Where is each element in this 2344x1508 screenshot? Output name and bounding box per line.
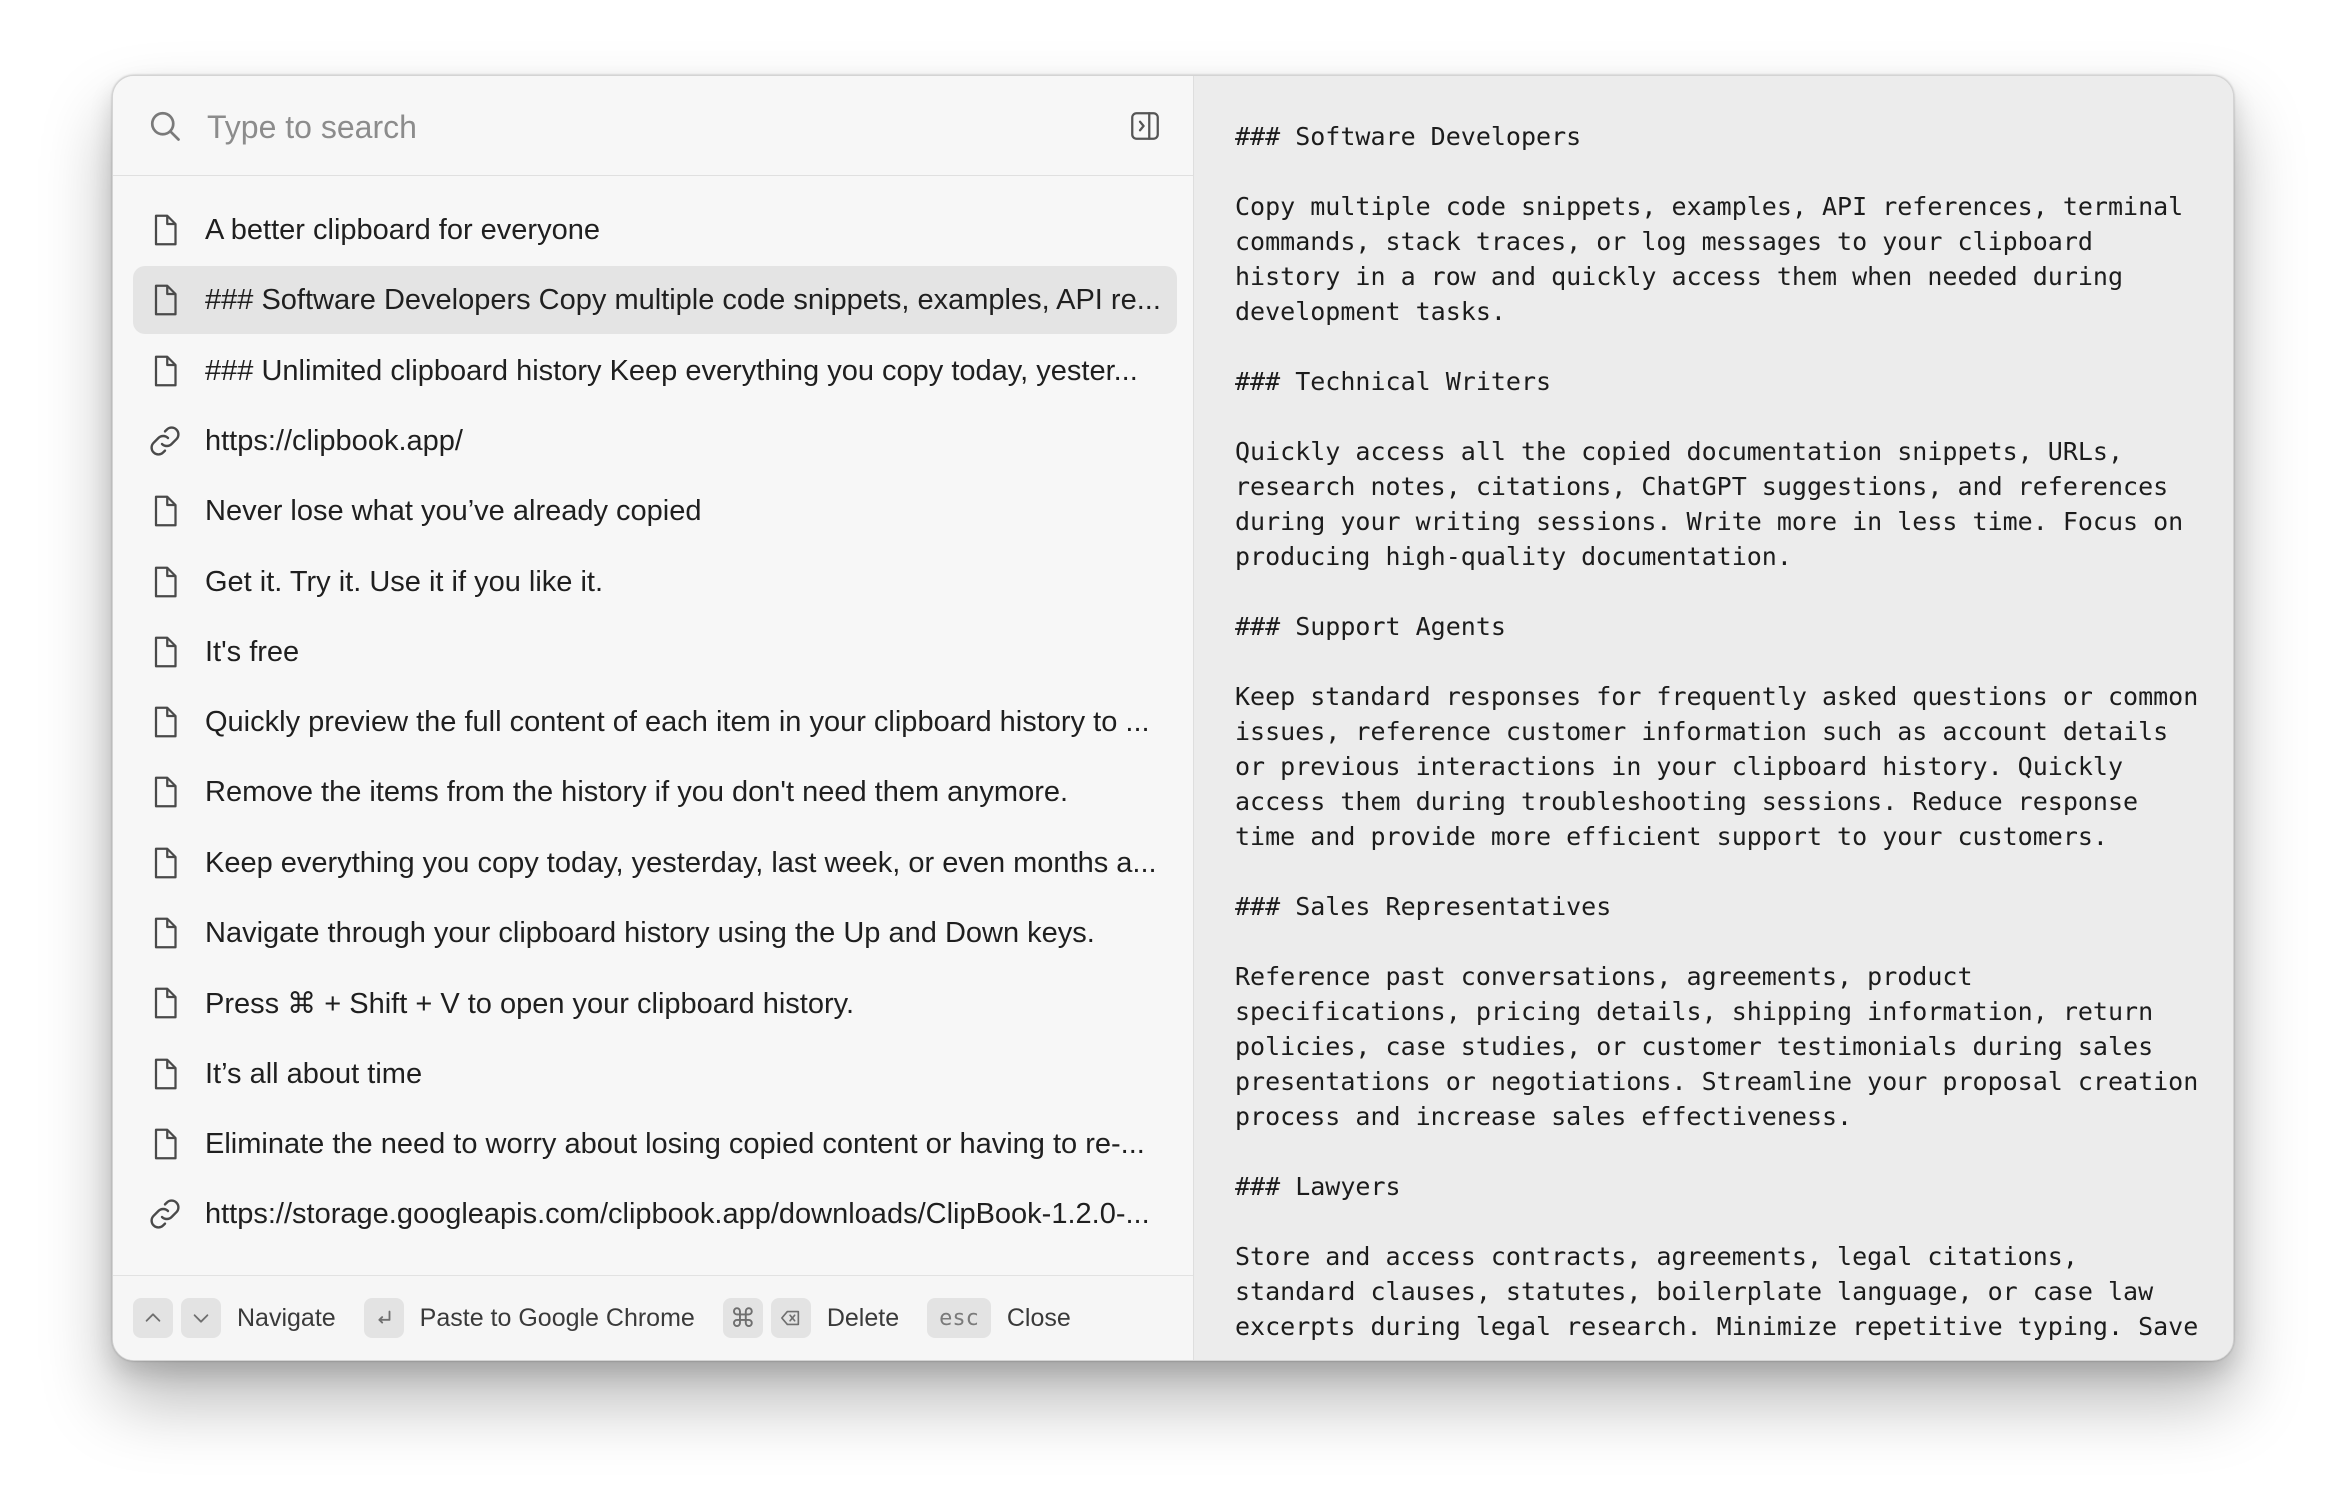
history-item[interactable] xyxy=(133,337,1177,405)
document-icon xyxy=(147,985,183,1021)
history-item-label: It’s all about time xyxy=(205,1057,423,1090)
history-item-label: Remove the items from the history if you don't need them anymore. xyxy=(205,775,1069,808)
sidebar-right-icon[interactable] xyxy=(1128,109,1162,143)
history-item-label: A better clipboard for everyone xyxy=(205,213,600,246)
history-item-label: https://clipbook.app/ xyxy=(205,424,463,457)
history-item[interactable] xyxy=(133,1180,1177,1248)
history-item-label: It's free xyxy=(205,635,300,668)
document-icon xyxy=(147,493,183,529)
history-item[interactable] xyxy=(133,1110,1177,1178)
document-icon xyxy=(147,845,183,881)
document-icon xyxy=(147,634,183,670)
document-icon xyxy=(147,915,183,951)
history-item[interactable] xyxy=(133,688,1177,756)
close-hint: Close xyxy=(1006,1303,1071,1332)
history-item-label: Get it. Try it. Use it if you like it. xyxy=(205,565,604,598)
delete-hint: Delete xyxy=(826,1303,900,1332)
history-item-label: Press ⌘ + Shift + V to open your clipboard history. xyxy=(205,987,855,1020)
delete-key-icon xyxy=(771,1298,811,1338)
preview-text: ### Software Developers Copy multiple code snippets, examples, API references, terminal commands, stack traces, or log messages to your clipboard history in a row and quickly access them when needed during development tasks. ### Technical Writers Quickly access all the copied documentation snippets, URLs, research notes, citations, ChatGPT suggestions, and references during your writing sessions. Write more in less time. Focus on producing high-quality documentation. ### Support Agents Keep standard responses for frequently asked questions or common issues, reference customer information such as account details or previous interactions in your clipboard history. Quickly access them during troubleshooting sessions. Reduce response time and provide more efficient support to your customers. ### Sales Representatives Reference past conversations, agreements, product specifications, pricing details, shipping information, return policies, case studies, or customer testimonials during sales presentations or negotiations. Streamline your proposal creation process and increase sales effectiveness. ### Lawyers Store and access contracts, agreements, legal citations, standard clauses, statutes, boilerplate language, or case law excerpts during legal research. Minimize repetitive typing. Save xyxy=(1235,122,2199,1341)
history-item[interactable] xyxy=(133,196,1177,264)
history-item[interactable] xyxy=(133,407,1177,475)
history-item[interactable] xyxy=(133,266,1177,334)
history-item-label: ### Software Developers Copy multiple code snippets, examples, API re... xyxy=(205,283,1161,316)
history-item[interactable] xyxy=(133,899,1177,967)
history-item[interactable] xyxy=(133,1040,1177,1108)
document-icon xyxy=(147,1056,183,1092)
clipboard-window xyxy=(112,75,2234,1361)
esc-key: esc xyxy=(927,1298,991,1338)
shortcut-bar xyxy=(113,1275,1193,1360)
document-icon xyxy=(147,774,183,810)
history-item-label: Keep everything you copy today, yesterday, last week, or even months a... xyxy=(205,846,1157,879)
search-bar xyxy=(113,76,1193,176)
document-icon xyxy=(147,564,183,600)
arrow-down-key-icon xyxy=(181,1298,221,1338)
document-icon xyxy=(147,1126,183,1162)
history-item-label: https://storage.googleapis.com/clipbook.app/downloads/ClipBook-1.2.0-... xyxy=(205,1197,1150,1230)
document-icon xyxy=(147,282,183,318)
history-item-label: Navigate through your clipboard history using the Up and Down keys. xyxy=(205,916,1095,949)
document-icon xyxy=(147,353,183,389)
history-item[interactable] xyxy=(133,618,1177,686)
search-icon xyxy=(147,108,183,144)
history-item[interactable] xyxy=(133,477,1177,545)
history-item[interactable] xyxy=(133,829,1177,897)
history-item-label: Eliminate the need to worry about losing copied content or having to re-... xyxy=(205,1127,1145,1160)
history-item-label: Quickly preview the full content of each item in your clipboard history to ... xyxy=(205,705,1150,738)
search-input[interactable] xyxy=(205,96,1029,158)
history-item[interactable] xyxy=(133,758,1177,826)
paste-hint: Paste to Google Chrome xyxy=(419,1303,695,1332)
history-item-label: ### Unlimited clipboard history Keep everything you copy today, yester... xyxy=(205,354,1138,387)
document-icon xyxy=(147,212,183,248)
link-icon xyxy=(147,423,183,459)
navigate-hint: Navigate xyxy=(237,1303,336,1332)
history-panel xyxy=(113,76,1194,1360)
return-key-icon xyxy=(364,1298,404,1338)
history-item-label: Never lose what you’ve already copied xyxy=(205,494,702,527)
document-icon xyxy=(147,704,183,740)
command-key-icon: ⌘ xyxy=(723,1298,763,1338)
history-item[interactable] xyxy=(133,548,1177,616)
preview-panel xyxy=(1194,76,2233,1360)
link-icon xyxy=(147,1196,183,1232)
arrow-up-key-icon xyxy=(133,1298,173,1338)
history-item[interactable] xyxy=(133,969,1177,1037)
